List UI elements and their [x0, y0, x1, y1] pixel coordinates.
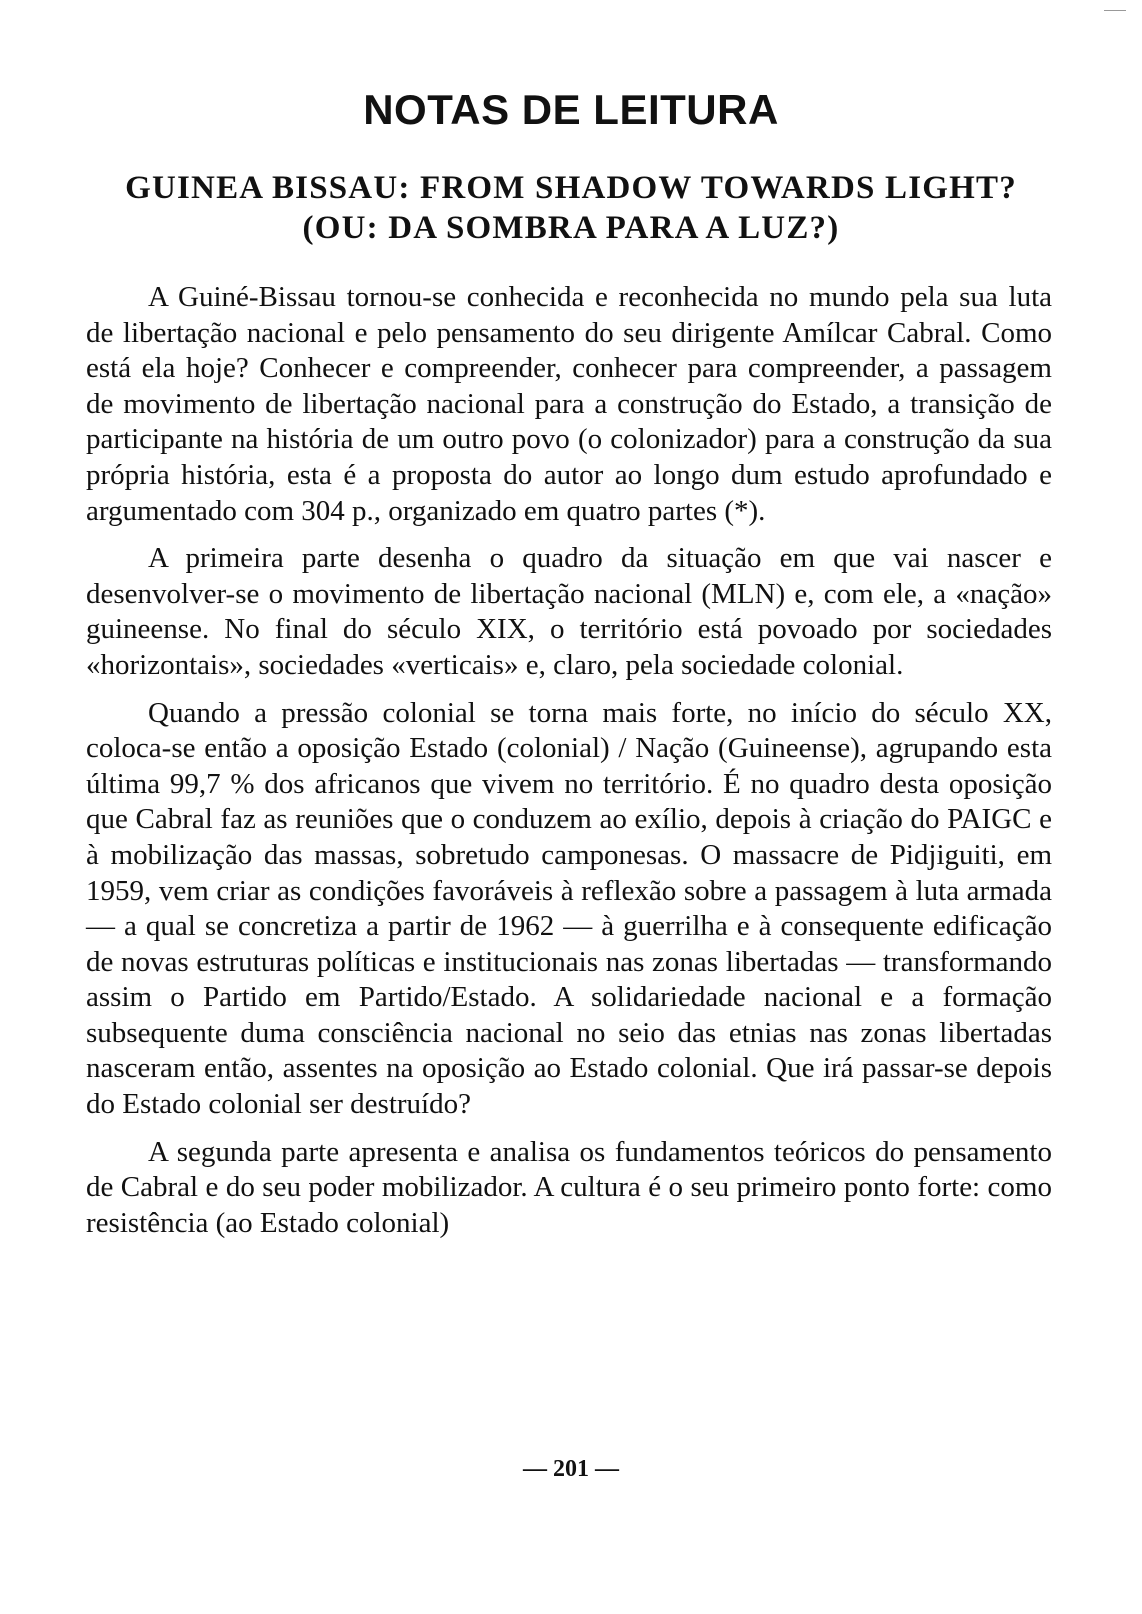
paragraph-1: A Guiné-Bissau tornou-se conhecida e reconhecida no mundo pela sua luta de libertação nacional e pelo pensamento do seu dirigente Amílcar Cabral. Como está ela hoje? Conhecer e compreender, conhecer para compreender, a passagem de movimento de libertação nacional para a construção do Estado, a transição de participante na história de um outro povo (o colonizador) para a construção da sua própria história, esta é a proposta do autor ao longo dum estudo aprofundado e argumentado com 304 p., organizado em quatro partes (*).: [86, 281, 1052, 527]
article-title: [60, 168, 1082, 248]
page-number: — 201 —: [523, 1456, 619, 1482]
paragraph-2: A primeira parte desenha o quadro da situação em que vai nascer e desenvolver-se o movimento de libertação nacional (MLN) e, com ele, a «nação» guineense. No final do século XIX, o território está povoado por sociedades «horizontais», sociedades «verticais» e, claro, pela sociedade colonial.: [86, 542, 1052, 681]
article-title-line-1: GUINEA BISSAU: FROM SHADOW TOWARDS LIGHT?: [125, 170, 1017, 206]
article-body: [86, 280, 1052, 1253]
article-title-line-2: (OU: DA SOMBRA PARA A LUZ?): [302, 210, 840, 246]
paragraph-4: A segunda parte apresenta e analisa os fundamentos teóricos do pensamento de Cabral e do seu poder mobilizador. A cultura é o seu primeiro ponto forte: como resistência (ao Estado colonial): [86, 1135, 1052, 1239]
section-title: NOTAS DE LEITURA: [363, 86, 779, 133]
scan-edge-mark: [1104, 10, 1126, 11]
paragraph-3: Quando a pressão colonial se torna mais forte, no início do século XX, coloca-se então a oposição Estado (colonial) / Nação (Guineense), agrupando esta última 99,7 % dos africanos que vivem no território. É no quadro desta oposição que Cabral faz as reuniões que o conduzem ao exílio, depois à criação do PAIGC e à mobilização das massas, sobretudo camponesas. O massacre de Pidjiguiti, em 1959, vem criar as condições favoráveis à reflexão sobre a passagem à luta armada — a qual se concretiza a partir de 1962 — à guerrilha e à consequente edificação de novas estruturas políticas e institucionais nas zonas libertadas — transformando assim o Partido em Partido/Estado. A solidariedade nacional e a formação subsequente duma consciência nacional no seio das etnias nas zonas libertadas nasceram então, assentes na oposição ao Estado colonial. Que irá passar-se depois do Estado colonial ser destruído?: [86, 696, 1052, 1121]
